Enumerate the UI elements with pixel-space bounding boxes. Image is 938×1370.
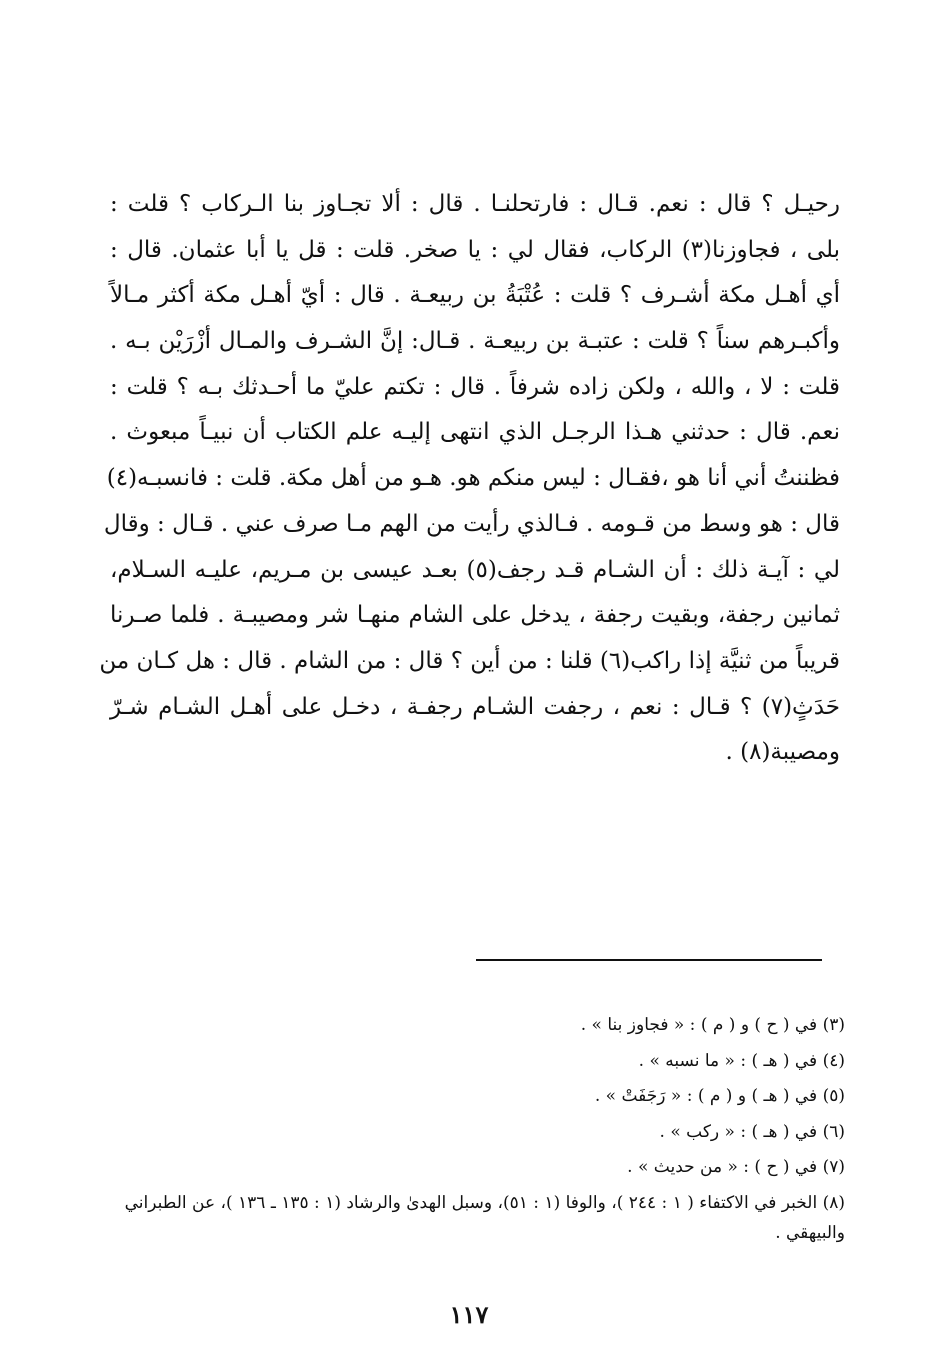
text-line: لي : آيـة ذلك : أن الشـام قـد رجف(٥) بعـد عيسى بن مـريم، عليـه السـلام،	[110, 556, 840, 583]
footnote: (٥) في ( هـ ) و ( م ) : « رَجَفَتْ » .	[594, 1086, 845, 1106]
text-line: قلت : لا ، والله ، ولكن زاده شرفاً . قال : تكتم عليّ ما أحـدثك بـه ؟ قلت :	[110, 373, 840, 400]
footnote: (٧) في ( ح ) : « من حديث » .	[627, 1157, 845, 1177]
text-line: أي أهـل مكة أشـرف ؟ قلت : عُتْبَةُ بن ربيعـة . قال : أيّ أهـل مكة أكثر مـالاً	[110, 282, 840, 309]
footnote: (٨) الخبر في الاكتفاء ( ١ : ٢٤٤ )، والوفا (١ : ٥١)، وسبل الهدىٰ والرشاد (١ : ١٣٥ ـ ١٣٦ )، عن الطبراني والبيهقي .	[124, 1192, 845, 1243]
text-line: حَدَثٍ(٧) ؟ قـال : نعم ، رجفت الشـام رجفـة ، دخـل على أهـل الشـام شـرّ	[110, 693, 840, 720]
main-text	[99, 182, 840, 776]
text-line: رحيـل ؟ قال : نعم. قـال : فارتحلنـا . قال : ألا تجـاوز بنا الـركاب ؟ قلت :	[110, 191, 840, 217]
footnote: (٦) في ( هـ ) : « ركب » .	[659, 1121, 845, 1142]
text-line: قال : هو وسط من قـومه . فـالذي رأيت من الهم مـا صرف عني . قـال : وقال	[103, 510, 840, 537]
footnote: (٣) في ( ح ) و ( م ) : « فجاوز بنا » .	[580, 1015, 845, 1035]
page-number: ١١٧	[449, 1300, 489, 1329]
text-line: قريباً من ثنيَّة إذا راكب(٦) قلنا : من أين ؟ قال : من الشام . قال : هل كـان من	[99, 647, 840, 674]
footnote: (٤) في ( هـ ) : « ما نسبه » .	[638, 1050, 845, 1071]
text-line: فظننتُ أني أنا هو ،فقـال : ليس منكم هو. هـو من أهل مكة. قلت : فانسبـه(٤)	[106, 465, 840, 492]
text-line: ثمانين رجفة، وبقيت رجفة ، يدخل على الشام منهـا شر ومصيبـة . فلما صـرنا	[110, 602, 840, 629]
text-line: ومصيبة(٨) .	[725, 739, 840, 766]
footnote-divider	[476, 959, 822, 961]
text-line: نعم. قال : حدثني هـذا الرجـل الذي انتهى إليـه علم الكتاب أن نبيـاً مبعوث .	[110, 419, 840, 446]
footnotes	[110, 1008, 845, 1248]
text-line: بلى ، فجاوزنا(٣) الركاب، فقال لي : يا صخر. قلت : قل يا أبا عثمان. قال :	[110, 236, 840, 263]
text-line: وأكبـرهم سناً ؟ قلت : عتبـة بن ربيعـة . قـال: إنَّ الشـرف والمـال أزْرَيْن بـه .	[110, 328, 840, 355]
